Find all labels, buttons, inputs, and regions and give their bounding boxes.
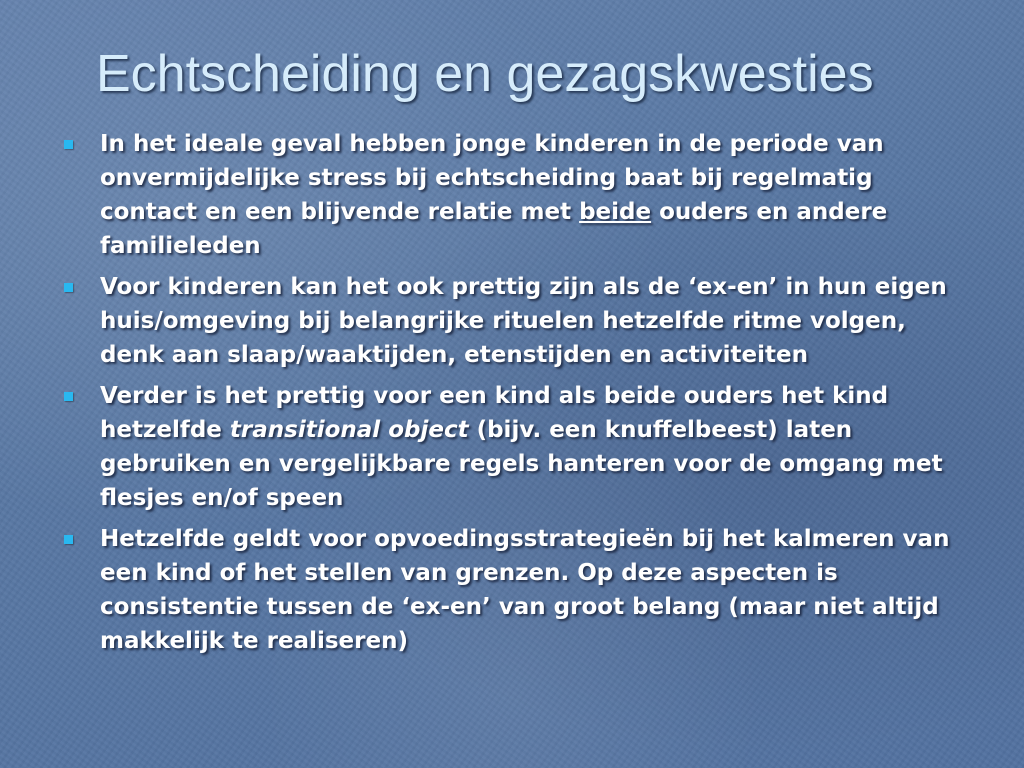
bullet-item-contact [60,127,970,263]
bullet-list [60,127,970,665]
bullet-item-rhythm [60,270,970,372]
square-bullet-icon [64,535,73,544]
emphasis-underlined: beide [579,199,652,225]
bullet-item-transitional-object [60,379,970,515]
bullet-text: Verder is het prettig voor een kind als beide ouders het kind hetzelfde [100,383,889,443]
bullet-text: ouders en andere familieleden [100,199,888,259]
bullet-text: Hetzelfde geldt voor opvoedingsstrategieën bij het kalmeren van een kind of het stellen van grenzen. Op deze aspecten is consistentie tussen de ‘ex-en’ van groot belang (maar niet altijd makkelijk te realiseren) [100,526,950,654]
slide-title: Echtscheiding en gezagskwesties [96,45,874,103]
square-bullet-icon [64,283,73,292]
bullet-item-consistency [60,522,970,658]
bullet-text: In het ideale geval hebben jonge kinderen in de periode van onvermijdelijke stress bij echtscheiding baat bij regelmatig contact en een blijvende relatie met [100,131,884,225]
emphasis-italic: transitional object [229,417,469,443]
bullet-text: Voor kinderen kan het ook prettig zijn als de ‘ex-en’ in hun eigen huis/omgeving bij belangrijke rituelen hetzelfde ritme volgen, denk aan slaap/waaktijden, etenstijden en activiteiten [100,274,947,368]
square-bullet-icon [64,140,73,149]
square-bullet-icon [64,392,73,401]
bullet-text: (bijv. een knuffelbeest) laten gebruiken en vergelijkbare regels hanteren voor de omgang met flesjes en/of speen [100,417,943,511]
